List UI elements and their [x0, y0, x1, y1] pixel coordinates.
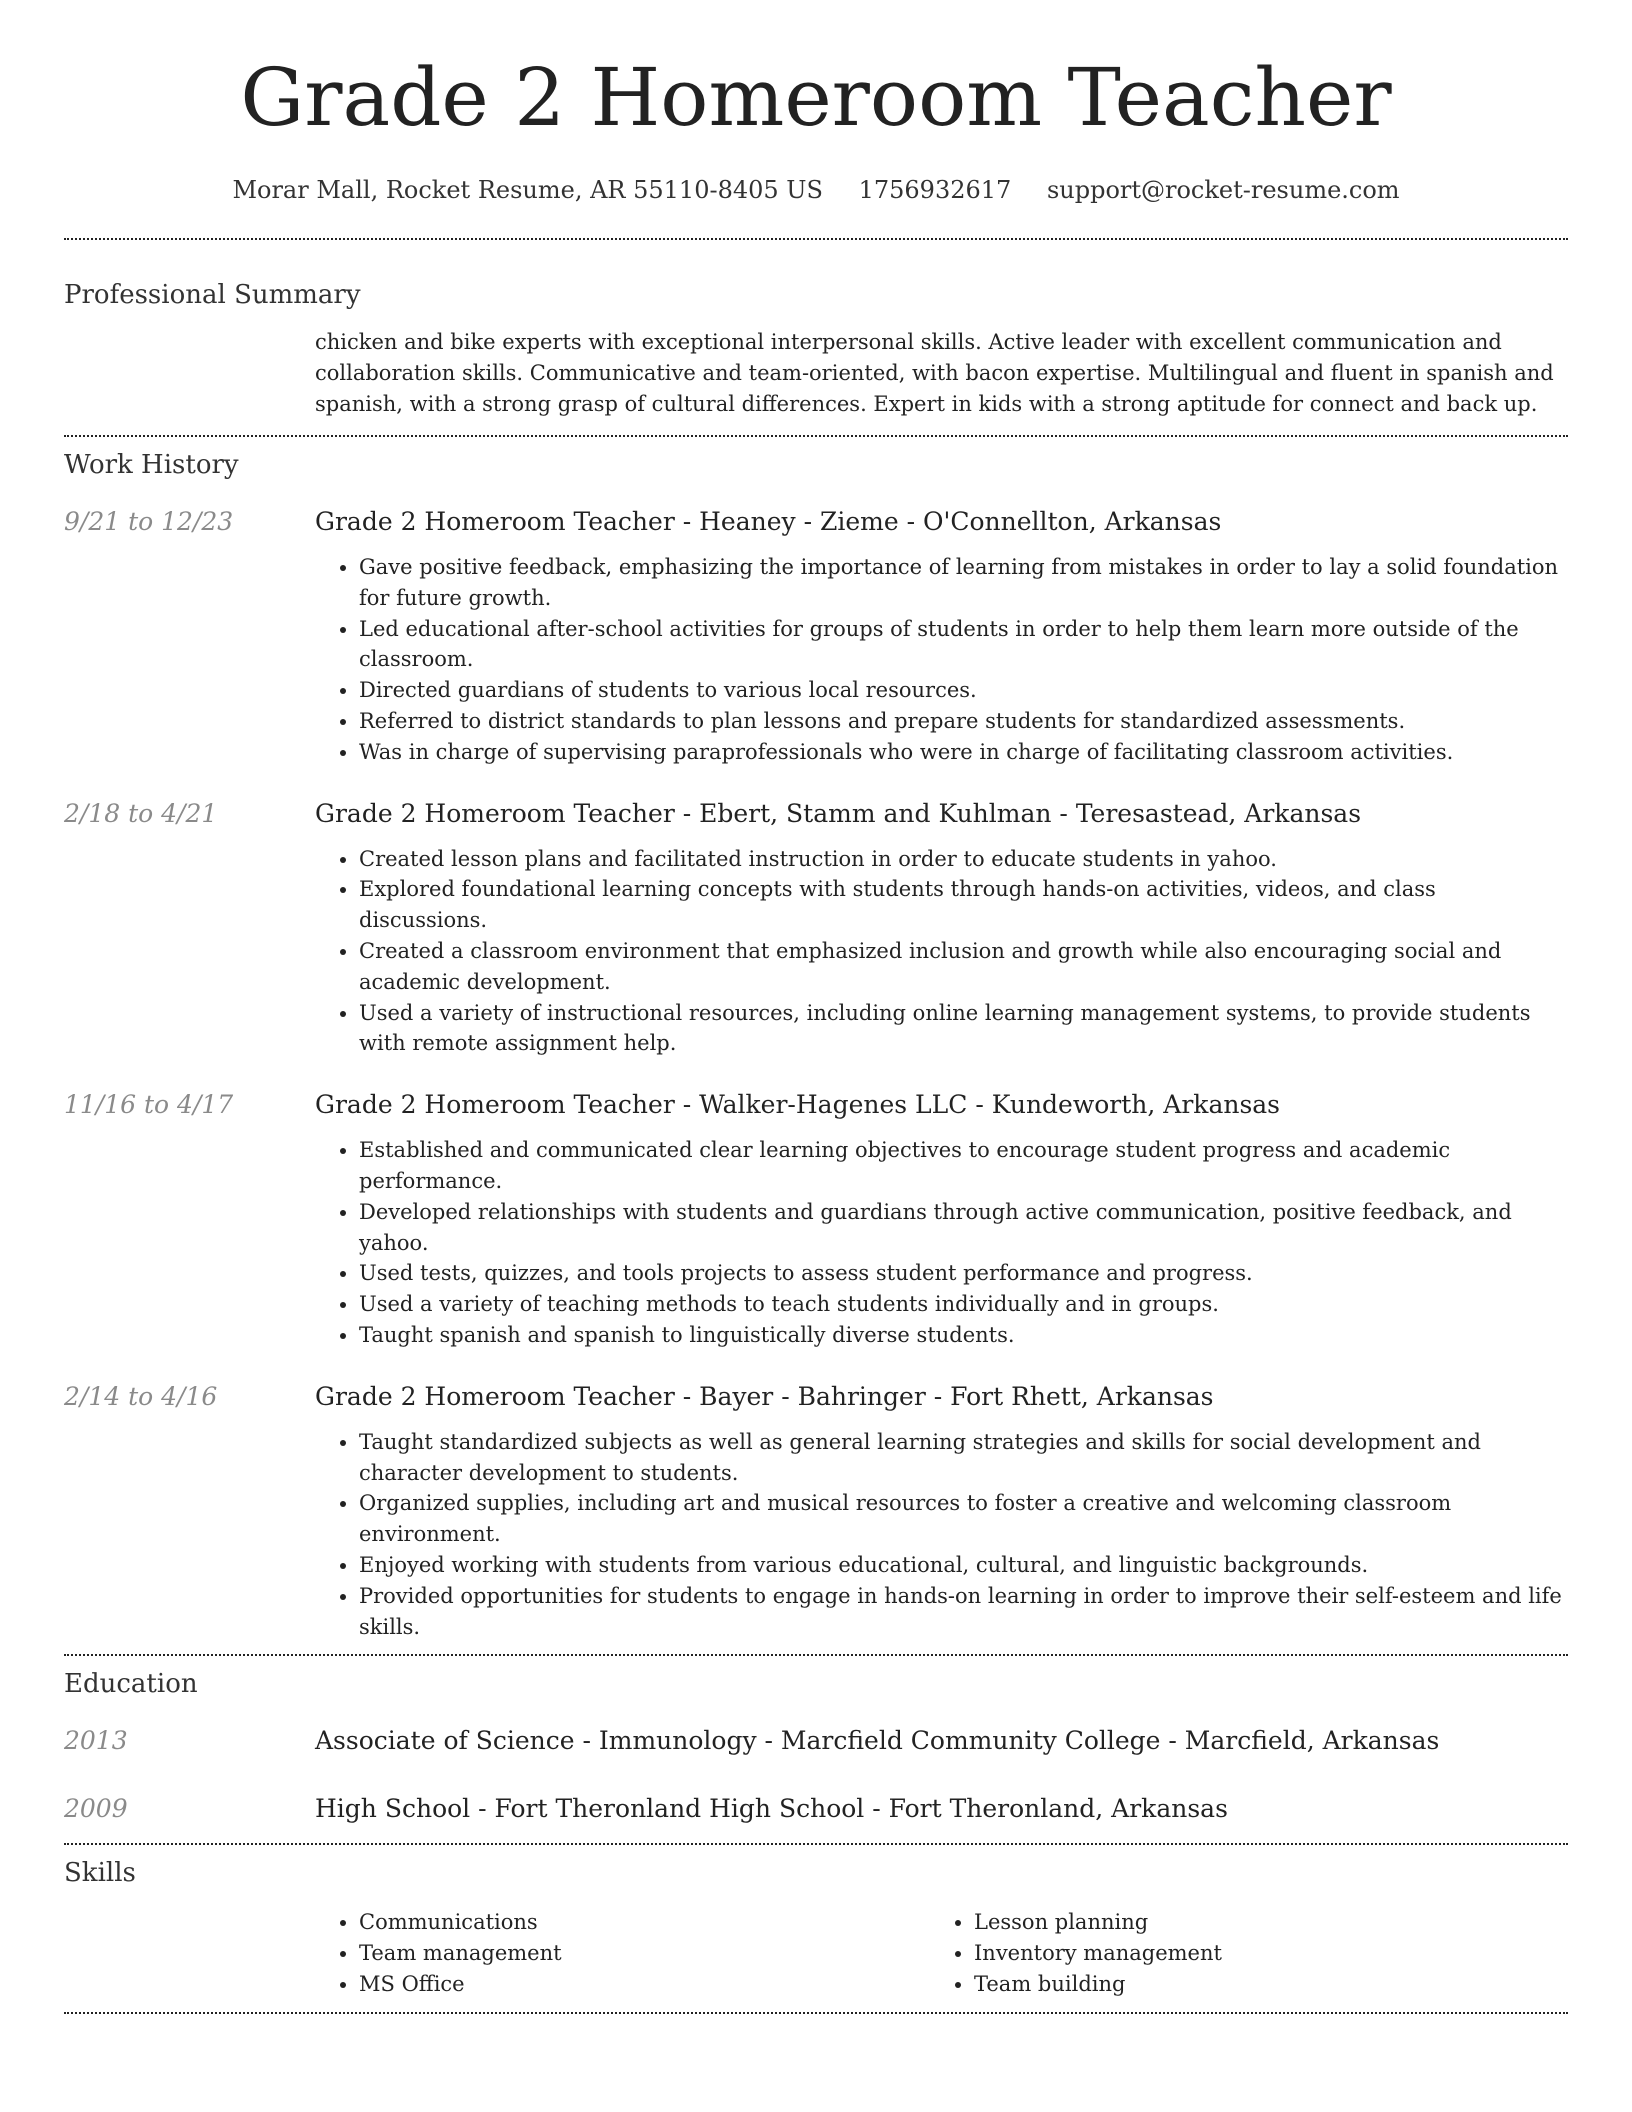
summary-text: [315, 327, 1568, 420]
job-dates: 2/18 to 4/21: [64, 798, 218, 828]
list-item: • Created lesson plans and facilitated instruction in order to educate students in yahoo.: [359, 844, 1568, 875]
education-text: Associate of Science - Immunology - Marcfield Community College - Marcfield, Arkansas: [315, 1726, 1440, 1756]
section-title-education: Education: [64, 1669, 198, 1700]
divider: [64, 435, 1568, 437]
list-item: • Created a classroom environment that emphasized inclusion and growth while also encouraging social and academic development.: [359, 936, 1568, 998]
job-heading: Grade 2 Homeroom Teacher - Ebert, Stamm and Kuhlman - Teresastead, Arkansas: [315, 798, 1362, 828]
education-year: 2009: [64, 1794, 128, 1824]
skill-item: • Team building: [974, 1969, 1545, 2000]
education-entry: [64, 1793, 1568, 1825]
skill-item: • MS Office: [359, 1969, 930, 2000]
skills-list-left: [315, 1907, 930, 2000]
education-entry: [64, 1725, 1568, 1757]
list-item: • Used a variety of instructional resources, including online learning management systems, to provide students with remote assignment help.: [359, 998, 1568, 1060]
list-item: • Led educational after-school activities for groups of students in order to help them learn more outside of the classroom.: [359, 614, 1568, 676]
list-item: • Enjoyed working with students from various educational, cultural, and linguistic backgrounds.: [359, 1550, 1568, 1581]
divider: [64, 1843, 1568, 1845]
section-title-skills: Skills: [64, 1858, 136, 1889]
job-heading: Grade 2 Homeroom Teacher - Heaney - Zieme - O'Connellton, Arkansas: [315, 507, 1222, 536]
job-entry: [64, 506, 1568, 768]
skills-grid: [315, 1907, 1568, 2000]
skill-item: • Lesson planning: [974, 1907, 1545, 1938]
job-entry: [64, 798, 1568, 1060]
summary-line: spanish, with a strong grasp of cultural differences. Expert in kids with a strong aptitude for connect and back up.: [315, 392, 1538, 416]
summary-line: chicken and bike experts with exceptional interpersonal skills. Active leader with excellent communication and: [315, 330, 1502, 354]
education-text: High School - Fort Theronland High School - Fort Theronland, Arkansas: [315, 1794, 1228, 1824]
job-bullets: [315, 844, 1568, 1060]
job-bullets: [315, 552, 1568, 768]
resume-name: Grade 2 Homeroom Teacher: [240, 51, 1392, 144]
job-dates: 11/16 to 4/17: [64, 1090, 234, 1120]
list-item: • Taught standardized subjects as well as general learning strategies and skills for social development and character development to students.: [359, 1427, 1568, 1489]
list-item: • Directed guardians of students to various local resources.: [359, 675, 1568, 706]
section-title-work-history: Work History: [64, 450, 239, 480]
skill-item: • Team management: [359, 1938, 930, 1969]
summary-line: collaboration skills. Communicative and team-oriented, with bacon expertise. Multilingual and fluent in spanish and: [315, 361, 1554, 385]
job-bullets: [315, 1135, 1568, 1351]
job-entry: [64, 1381, 1568, 1643]
divider: [64, 1654, 1568, 1656]
job-entry: [64, 1089, 1568, 1351]
skill-item: • Inventory management: [974, 1938, 1545, 1969]
list-item: • Taught spanish and spanish to linguistically diverse students.: [359, 1320, 1568, 1351]
list-item: • Used a variety of teaching methods to teach students individually and in groups.: [359, 1289, 1568, 1320]
section-title-summary: Professional Summary: [64, 280, 361, 310]
list-item: • Organized supplies, including art and musical resources to foster a creative and welcoming classroom environment.: [359, 1488, 1568, 1550]
job-heading: Grade 2 Homeroom Teacher - Bayer - Bahringer - Fort Rhett, Arkansas: [315, 1381, 1214, 1411]
education-year: 2013: [64, 1726, 128, 1756]
contact-email: support@rocket-resume.com: [1046, 176, 1400, 204]
job-heading: Grade 2 Homeroom Teacher - Walker-Hagenes LLC - Kundeworth, Arkansas: [315, 1090, 1281, 1120]
list-item: • Provided opportunities for students to engage in hands-on learning in order to improve their self-esteem and life skills.: [359, 1581, 1568, 1643]
job-dates: 9/21 to 12/23: [64, 507, 234, 536]
list-item: • Established and communicated clear learning objectives to encourage student progress and academic performance.: [359, 1135, 1568, 1197]
contact-address: Morar Mall, Rocket Resume, AR 55110-8405 US: [232, 176, 823, 204]
list-item: • Gave positive feedback, emphasizing the importance of learning from mistakes in order to lay a solid foundation for future growth.: [359, 552, 1568, 614]
skill-item: • Communications: [359, 1907, 930, 1938]
list-item: • Referred to district standards to plan lessons and prepare students for standardized assessments.: [359, 706, 1568, 737]
list-item: • Was in charge of supervising paraprofessionals who were in charge of facilitating classroom activities.: [359, 737, 1568, 768]
divider: [64, 2012, 1568, 2014]
job-bullets: [315, 1427, 1568, 1643]
job-dates: 2/14 to 4/16: [64, 1381, 218, 1411]
divider: [64, 238, 1568, 240]
skills-list-right: [930, 1907, 1545, 2000]
list-item: • Explored foundational learning concepts with students through hands-on activities, videos, and class discussions.: [359, 874, 1568, 936]
list-item: • Developed relationships with students and guardians through active communication, positive feedback, and yahoo.: [359, 1197, 1568, 1259]
contact-phone: 1756932617: [858, 176, 1012, 204]
contact-line: [64, 176, 1568, 204]
list-item: • Used tests, quizzes, and tools projects to assess student performance and progress.: [359, 1258, 1568, 1289]
